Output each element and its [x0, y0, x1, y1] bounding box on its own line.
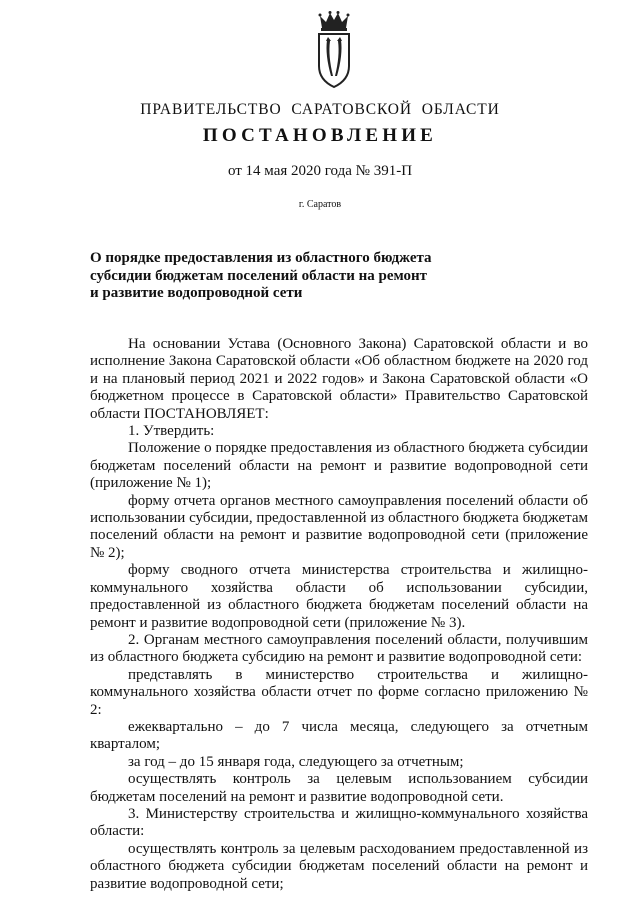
clause-paragraph: осуществлять контроль за целевым расходованием предоставленной из областного бюджета субсидии бюджетам поселений области на ремонт и развитие водопроводной сети; — [90, 840, 588, 892]
clause-paragraph: 3. Министерству строительства и жилищно-коммунального хозяйства области: — [90, 805, 588, 840]
clause-paragraph: ежеквартально – до 7 числа месяца, следующего за отчетным кварталом; — [90, 718, 588, 753]
document-date-number: от 14 мая 2020 года № 391-П — [227, 163, 413, 179]
clause-paragraph: представлять в министерство строительства и жилищно-коммунального хозяйства области отчет по форме согласно приложению № 2: — [90, 666, 588, 718]
clause-paragraph: за год – до 15 января года, следующего за отчетным; — [128, 753, 464, 770]
clause-paragraph: Положение о порядке предоставления из областного бюджета субсидии бюджетам поселений области на ремонт и развитие водопроводной сети (приложение № 1); — [90, 440, 588, 492]
document-body — [90, 336, 588, 893]
clause-paragraph: форму отчета органов местного самоуправления поселений области об использовании субсидии, предоставленной из областного бюджета бюджетам поселений области на ремонт и развитие водопроводной сети (приложение № 2); — [90, 492, 588, 561]
clause-paragraph: осуществлять контроль за целевым использованием субсидии бюджетам поселений на ремонт и развитие водопроводной сети. — [90, 771, 588, 805]
clause-paragraph: форму сводного отчета министерства строительства и жилищно-коммунального хозяйства области об использовании субсидии, предоставленной из областного бюджета бюджетам поселений области на ремонт и развитие водопроводной сети (приложение № 3). — [90, 562, 588, 631]
title-line: и развитие водопроводной сети — [90, 285, 303, 301]
preamble-paragraph: На основании Устава (Основного Закона) Саратовской области и во исполнение Закона Саратовской области «Об областном бюджете на 2020 год и на плановый период 2021 и 2022 годов» и Закона Саратовской области «О бюджетном процессе в Саратовской области» Правительство Саратовской области ПОСТАНОВЛЯЕТ: — [90, 336, 588, 422]
title-line: субсидии бюджетам поселений области на ремонт — [90, 267, 428, 284]
organization-name: ПРАВИТЕЛЬСТВО САРАТОВСКОЙ ОБЛАСТИ — [140, 101, 500, 118]
document-city: г. Саратов — [298, 199, 342, 210]
document-title — [90, 250, 470, 303]
title-line: О порядке предоставления из областного бюджета — [90, 250, 432, 266]
clause-paragraph: 2. Органам местного самоуправления поселений области, получившим из областного бюджета субсидию на ремонт и развитие водопроводной сети: — [90, 631, 588, 666]
document-type: ПОСТАНОВЛЕНИЕ — [202, 125, 438, 146]
coat-of-arms-icon — [314, 10, 354, 90]
clause-paragraph: 1. Утвердить: — [128, 423, 215, 440]
